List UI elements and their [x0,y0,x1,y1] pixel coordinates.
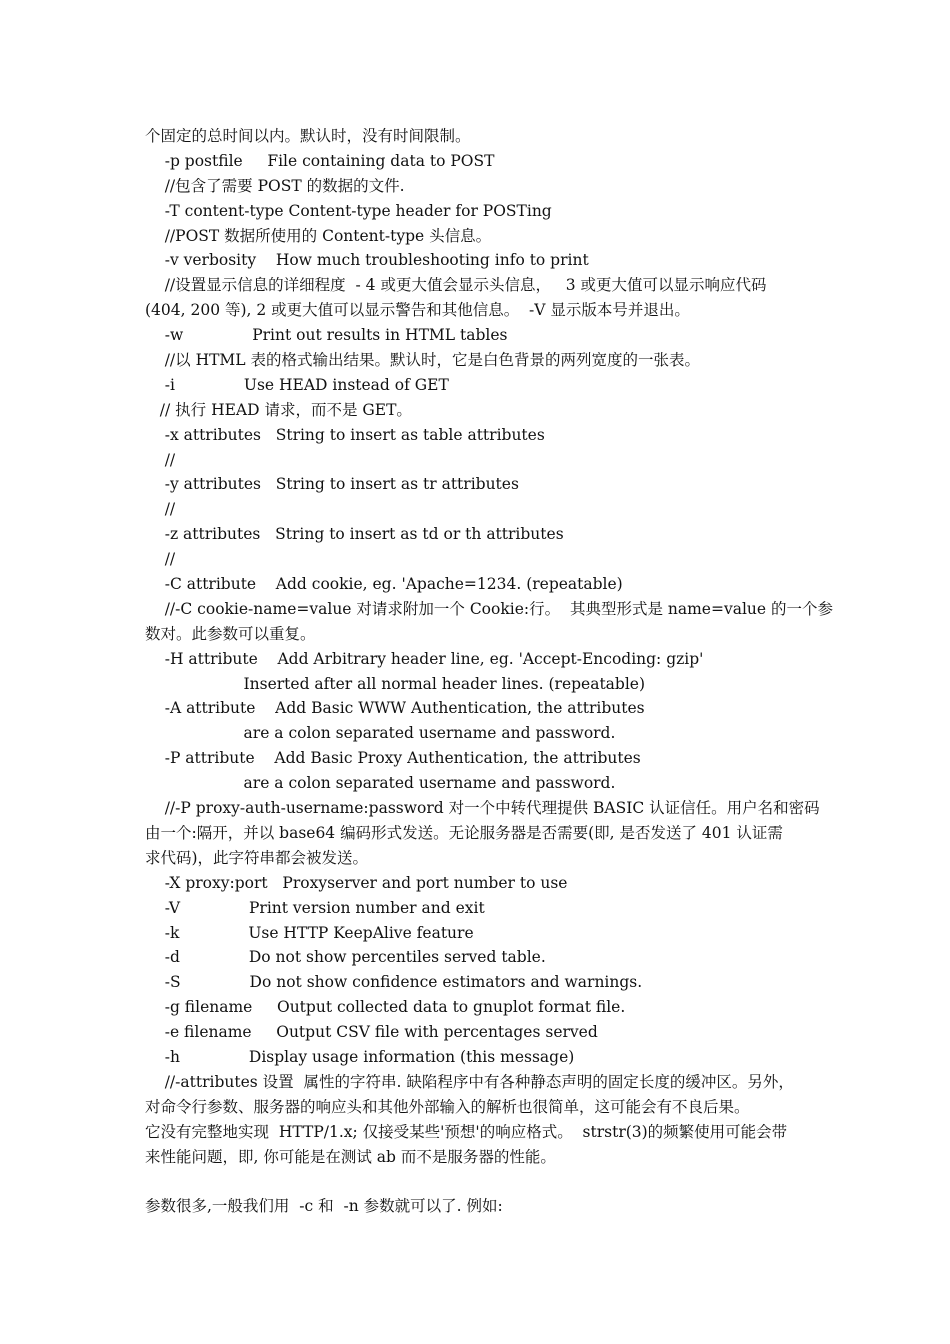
text-line: 求代码)，此字符串都会被发送。 [145,848,369,867]
text-line: -P attribute Add Basic Proxy Authentication, the attributes [145,749,641,768]
text-line: //POST 数据所使用的 Content-type 头信息。 [145,226,492,245]
document-body [145,124,833,1219]
text-line: // [145,500,176,519]
text-line: (404, 200 等), 2 或更大值可以显示警告和其他信息。 -V 显示版本号并退出。 [145,301,690,320]
text-line: -v verbosity How much troubleshooting info to print [145,251,589,270]
text-line: -i Use HEAD instead of GET [145,375,449,394]
text-line: -d Do not show percentiles served table. [145,948,546,967]
text-line: -x attributes String to insert as table attributes [145,425,545,444]
text-line: // 执行 HEAD 请求，而不是 GET。 [145,400,412,419]
text-line: -k Use HTTP KeepAlive feature [145,923,474,942]
text-line: -h Display usage information (this message) [145,1047,575,1066]
text-line: Inserted after all normal header lines. (repeatable) [145,674,646,693]
text-line: // [145,450,176,469]
text-line: -V Print version number and exit [145,898,485,917]
text-line: -g filename Output collected data to gnuplot format file. [145,998,626,1017]
text-line: are a colon separated username and password. [145,774,616,793]
text-line: -e filename Output CSV file with percentages served [145,1023,598,1042]
text-line: -S Do not show confidence estimators and warnings. [145,973,643,992]
text-line: -w Print out results in HTML tables [145,326,508,345]
text-line: 由一个:隔开，并以 base64 编码形式发送。无论服务器是否需要(即, 是否发送了 401 认证需 [145,823,783,842]
text-line: //-attributes 设置 属性的字符串. 缺陷程序中有各种静态声明的固定长度的缓冲区。另外， [145,1072,794,1091]
text-line: 个固定的总时间以内。默认时，没有时间限制。 [145,127,471,145]
text-line: -C attribute Add cookie, eg. 'Apache=1234. (repeatable) [145,575,623,594]
text-line: 数对。此参数可以重复。 [145,624,316,643]
text-line: //设置显示信息的详细程度 - 4 或更大值会显示头信息， 3 或更大值可以显示响应代码 [145,276,767,295]
text-line: 它没有完整地实现 HTTP/1.x; 仅接受某些'预想'的响应格式。 strstr(3)的频繁使用可能会带 [145,1122,788,1141]
text-line: //-C cookie-name=value 对请求附加一个 Cookie:行。 其典型形式是 name=value 的一个参 [145,599,833,618]
text-line: //-P proxy-auth-username:password 对一个中转代理提供 BASIC 认证信任。用户名和密码 [145,799,820,818]
text-line: are a colon separated username and password. [145,724,616,743]
text-line: 参数很多,一般我们用 -c 和 -n 参数就可以了. 例如: [145,1197,503,1216]
text-line: -H attribute Add Arbitrary header line, eg. 'Accept-Encoding: gzip' [145,649,704,668]
text-line: -X proxy:port Proxyserver and port number to use [145,873,568,892]
blank-line [145,1169,825,1194]
text-line: -y attributes String to insert as tr attributes [145,475,519,494]
text-line: 对命令行参数、服务器的响应头和其他外部输入的解析也很简单，这可能会有不良后果。 [145,1097,750,1116]
text-line: -A attribute Add Basic WWW Authentication, the attributes [145,699,645,718]
text-line: 来性能问题，即, 你可能是在测试 ab 而不是服务器的性能。 [145,1147,556,1166]
text-line: -p postfile File containing data to POST [145,151,495,170]
text-line: // [145,550,176,569]
text-line: //以 HTML 表的格式输出结果。默认时，它是白色背景的两列宽度的一张表。 [145,351,701,370]
text-line: -T content-type Content-type header for POSTing [145,201,552,220]
text-line: //包含了需要 POST 的数据的文件. [145,176,405,195]
text-line: -z attributes String to insert as td or th attributes [145,525,564,544]
